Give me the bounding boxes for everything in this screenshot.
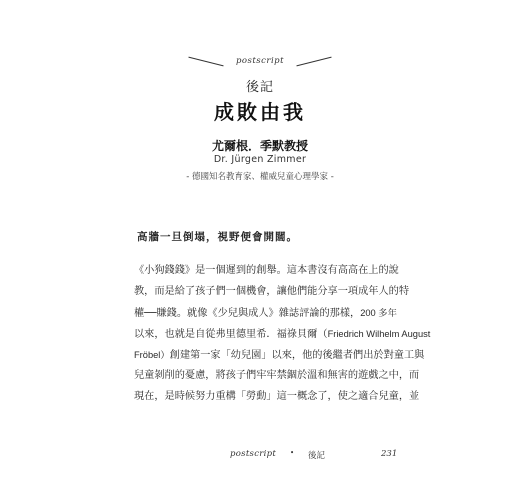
- footer-section: 後記: [308, 451, 326, 461]
- author-name: 尤爾根．季默教授: [211, 139, 308, 153]
- body-text-line: 兒童剝削的憂慮，將孩子們牢牢禁錮於溫和無害的遊戲之中，而: [134, 370, 420, 381]
- chapter-title: 成敗由我: [214, 100, 306, 124]
- footer-label: postscript: [230, 449, 277, 459]
- body-text-line: Fröbel）創建第一家「幼兒園」以來，他的後繼者們出於對童工與: [134, 350, 425, 361]
- footer-separator: •: [290, 449, 295, 457]
- postscript-label: postscript: [235, 56, 285, 66]
- body-text-number: 200 多年: [360, 308, 397, 318]
- epigraph-quote: 高牆一旦倒塌，視野便會開闊。: [137, 231, 298, 243]
- body-text-line: 以來，也就是自從弗里德里希．福祿貝爾（Friedrich Wilhelm August: [134, 329, 431, 340]
- body-text-line: 權──賺錢。就像《少兒與成人》雜誌評論的那樣，200 多年: [134, 308, 397, 319]
- body-text-line: 《小狗錢錢》是一個遲到的創舉。這本書沒有高高在上的說: [134, 265, 399, 276]
- author-latin-name: Dr. Jürgen Zimmer: [213, 154, 307, 165]
- body-text-line: 教，而是給了孩子們一個機會，讓他們能分享一項成年人的特: [134, 286, 410, 297]
- page-number: 231: [381, 449, 398, 459]
- page-footer: [0, 449, 520, 463]
- section-name: 後記: [245, 80, 274, 95]
- body-text-latin-name: Friedrich Wilhelm August: [327, 329, 431, 339]
- body-text-line: 現在，是時候努力重構「勞動」這一概念了，使之適合兒童，並: [134, 391, 420, 402]
- body-text-latin-name: Fröbel）: [134, 350, 170, 360]
- author-description: - 德國知名教育家、權威兒童心理學家 -: [186, 172, 334, 182]
